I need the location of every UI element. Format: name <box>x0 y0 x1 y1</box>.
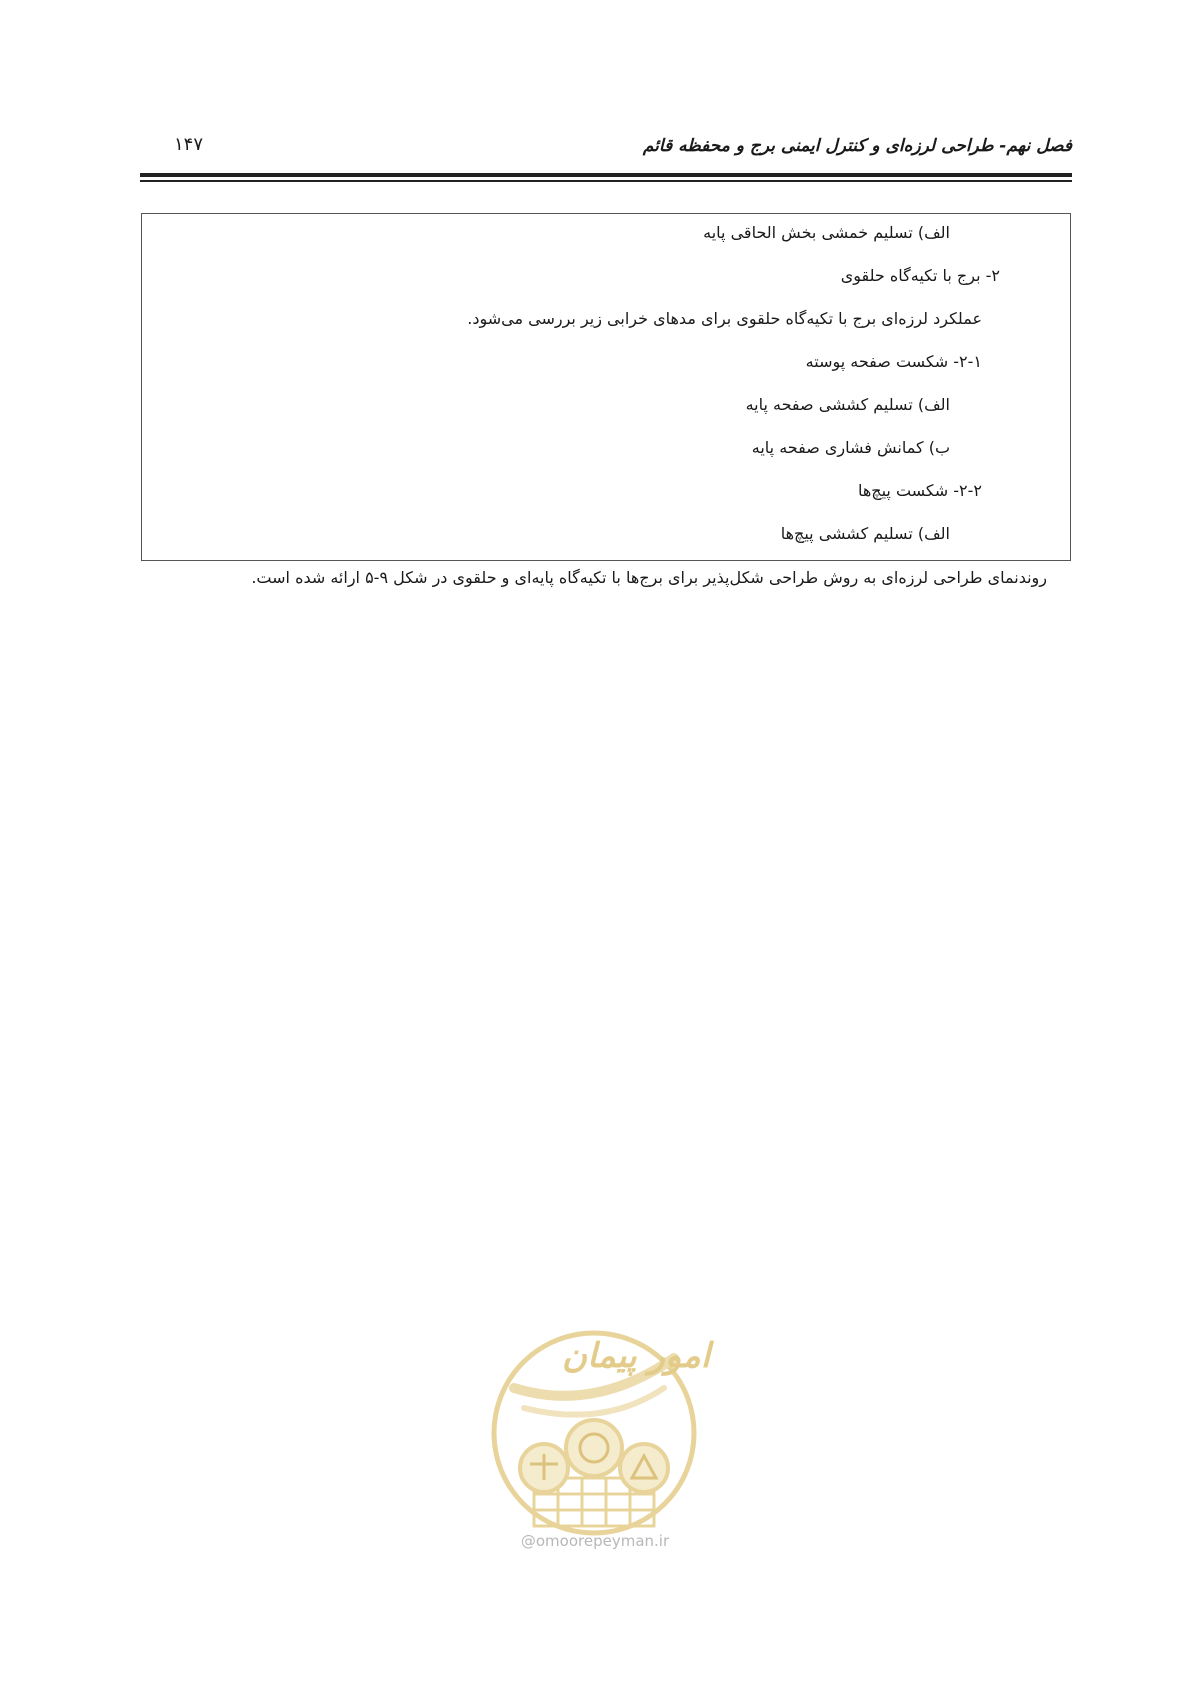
watermark-logo-text: امور پیمان <box>562 1336 711 1376</box>
box-line-2: ۲- برج با تکیه‌گاه حلقوی <box>840 266 1000 285</box>
figure-caption: روندنمای طراحی لرزه‌ای به روش طراحی شکل‌پذیر برای برج‌ها با تکیه‌گاه پایه‌ای و حلقوی در شکل ۹-۵ ارائه شده است. <box>251 568 1047 587</box>
box-line-6: ب) کمانش فشاری صفحه پایه <box>751 438 950 457</box>
chapter-title: فصل نهم- طراحی لرزه‌ای و کنترل ایمنی برج و محفظه قائم <box>642 136 1072 156</box>
box-line-8: الف) تسلیم کششی پیچ‌ها <box>780 524 950 543</box>
header-rule-thin <box>140 180 1072 182</box>
header-rule-thick <box>140 173 1072 177</box>
box-line-5: الف) تسلیم کششی صفحه پایه <box>745 395 950 414</box>
page-number: ۱۴۷ <box>174 134 204 155</box>
box-line-3: عملکرد لرزه‌ای برج با تکیه‌گاه حلقوی برای مدهای خرابی زیر بررسی می‌شود. <box>467 309 982 328</box>
box-line-1: الف) تسلیم خمشی بخش الحاقی پایه <box>703 223 950 242</box>
watermark-logo <box>484 1318 711 1568</box>
watermark-url: @omoorepeyman.ir <box>520 1532 670 1550</box>
box-line-7: ۲-۲- شکست پیچ‌ها <box>857 481 982 500</box>
box-line-4: ۲-۱- شکست صفحه پوسته <box>805 352 982 371</box>
